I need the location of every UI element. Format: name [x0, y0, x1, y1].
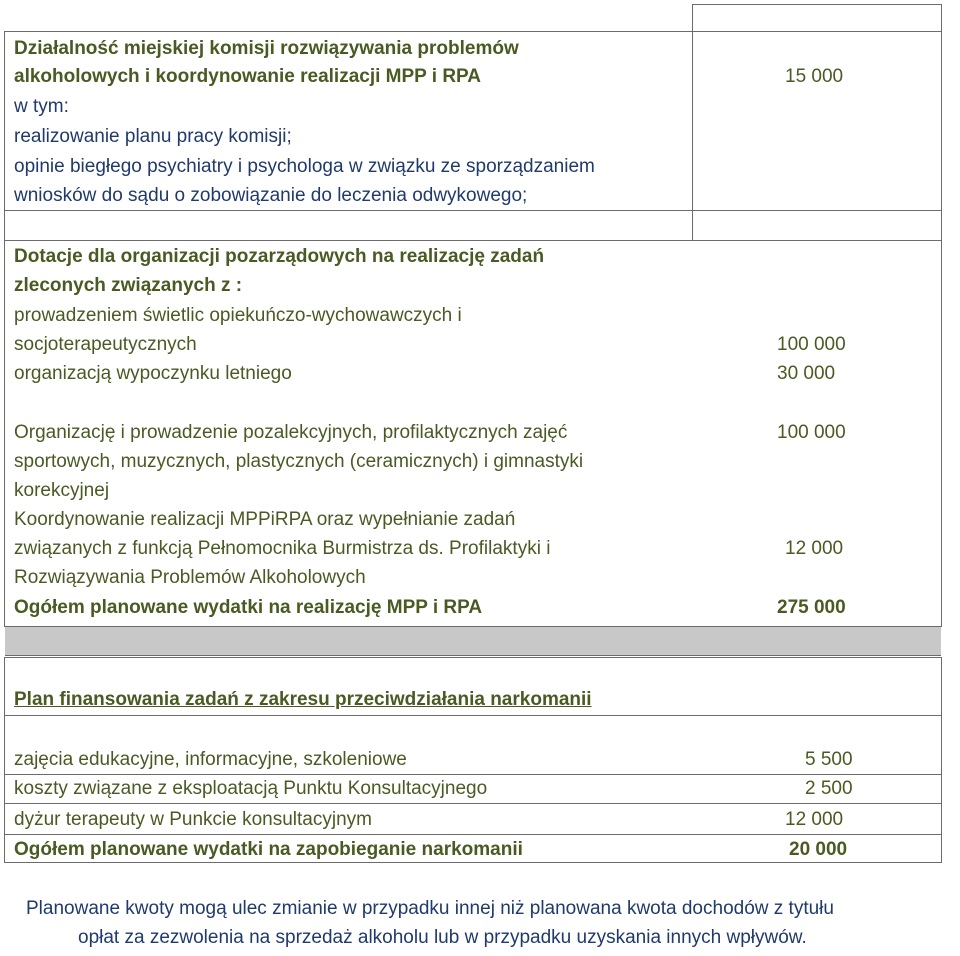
- table-top-border: [4, 31, 942, 32]
- narcotics-row-divider: [4, 774, 942, 775]
- section1-heading-line1: Działalność miejskiej komisji rozwiązywania problemów: [14, 38, 519, 59]
- section1-heading-line2: alkoholowych i koordynowanie realizacji MPP i RPA: [14, 66, 482, 87]
- section1-w-tym: w tym:: [14, 96, 69, 117]
- narcotics-heading-divider: [4, 715, 942, 716]
- narcotics-row-divider: [4, 834, 942, 835]
- section2-heading-line2: zleconych związanych z :: [14, 275, 243, 296]
- section3-line2: sportowych, muzycznych, plastycznych (ceramicznych) i gimnastyki: [14, 451, 584, 472]
- narcotics-top-border: [4, 657, 942, 658]
- row-divider-2: [4, 240, 942, 241]
- section1-item2-line1: opinie biegłego psychiatry i psychologa w związku ze sporządzaniem: [14, 156, 595, 177]
- section3-line3: korekcyjnej: [14, 480, 110, 501]
- section4-line1: Koordynowanie realizacji MPPiRPA oraz wypełnianie zadań: [14, 509, 516, 530]
- section2-item1-line1: prowadzeniem świetlic opiekuńczo-wychowawczych i: [14, 305, 462, 326]
- section2-item1-amount: 100 000: [777, 334, 846, 355]
- table-left-border: [4, 31, 5, 627]
- section4-line2: związanych z funkcją Pełnomocnika Burmistrza ds. Profilaktyki i: [14, 538, 551, 559]
- narcotics-row-label: koszty związane z eksploatacją Punktu Konsultacyjnego: [14, 778, 488, 799]
- total1-label: Ogółem planowane wydatki na realizację MPP i RPA: [14, 597, 483, 618]
- section4-amount: 12 000: [785, 538, 844, 559]
- narcotics-right-border: [941, 657, 942, 863]
- section2-item1-line2: socjoterapeutycznych: [14, 334, 197, 355]
- narcotics-row-amount: 2 500: [805, 778, 853, 799]
- grey-separator-bar: [5, 626, 941, 656]
- narcotics-row-divider: [4, 803, 942, 804]
- section2-item2-amount: 30 000: [777, 363, 836, 384]
- narcotics-total-amount: 20 000: [789, 839, 848, 860]
- narcotics-row-amount: 5 500: [805, 749, 853, 770]
- section2-item2: organizacją wypoczynku letniego: [14, 363, 292, 384]
- row-divider-1: [4, 210, 942, 211]
- narcotics-row-label: dyżur terapeuty w Punkcie konsultacyjnym: [14, 809, 372, 830]
- table-right-border: [941, 4, 942, 627]
- column-divider: [692, 4, 693, 240]
- table-top-right-border: [692, 4, 942, 5]
- section3-amount: 100 000: [777, 422, 846, 443]
- narcotics-row-label: zajęcia edukacyjne, informacyjne, szkoleniowe: [14, 749, 407, 770]
- section1-heading-amount: 15 000: [785, 66, 844, 87]
- narcotics-left-border: [4, 657, 5, 863]
- footnote-line2: opłat za zezwolenia na sprzedaż alkoholu lub w przypadku uzyskania innych wpływów.: [78, 927, 807, 948]
- section3-line1: Organizację i prowadzenie pozalekcyjnych, profilaktycznych zajęć: [14, 422, 568, 443]
- section1-item2-line2: wniosków do sądu o zobowiązanie do leczenia odwykowego;: [14, 185, 528, 206]
- narcotics-bottom-border: [4, 862, 942, 863]
- narcotics-heading: Plan finansowania zadań z zakresu przeciwdziałania narkomanii: [14, 689, 592, 710]
- section4-line3: Rozwiązywania Problemów Alkoholowych: [14, 567, 366, 588]
- total1-amount: 275 000: [777, 597, 846, 618]
- section1-item1: realizowanie planu pracy komisji;: [14, 126, 292, 147]
- narcotics-total-label: Ogółem planowane wydatki na zapobieganie narkomanii: [14, 839, 523, 860]
- section2-heading-line1: Dotacje dla organizacji pozarządowych na realizację zadań: [14, 246, 545, 267]
- footnote-line1: Planowane kwoty mogą ulec zmianie w przypadku innej niż planowana kwota dochodów z tytułu: [26, 898, 834, 919]
- narcotics-row-amount: 12 000: [785, 809, 844, 830]
